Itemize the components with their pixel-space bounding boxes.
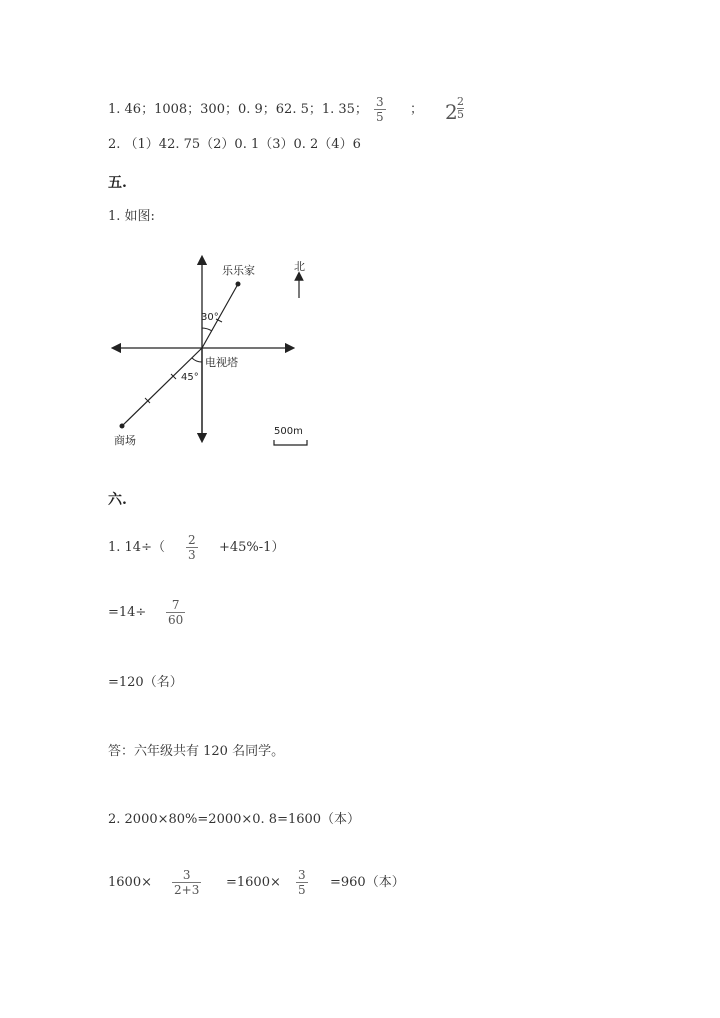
fraction-numerator: 3	[298, 868, 306, 882]
home-label: 乐乐家	[222, 264, 255, 277]
section-heading-5: 五.	[108, 175, 127, 191]
mixed-numerator: 2	[457, 95, 464, 108]
q2-fraction-1	[172, 868, 201, 897]
q1-prefix: 1. 14÷（	[108, 540, 165, 555]
fraction-denominator: 5	[376, 110, 384, 124]
q1-suffix: +45%-1）	[219, 540, 285, 555]
scale-bar	[274, 440, 307, 445]
fraction-numerator: 2	[188, 533, 196, 547]
fraction-denominator: 3	[188, 548, 196, 562]
q1-step2-prefix: =14÷	[108, 605, 147, 620]
answer-line-1: 1. 46；1008；300；0. 9；62. 5；1. 35；	[108, 102, 368, 117]
separator: ；	[410, 102, 424, 117]
fraction-numerator: 7	[171, 598, 180, 612]
home-point	[236, 282, 241, 287]
angle-arc-45	[192, 358, 202, 362]
q1-answer: 答：六年级共有 120 名同学。	[108, 744, 285, 759]
tower-label: 电视塔	[205, 356, 238, 369]
fraction-denominator: 2+3	[174, 883, 200, 897]
item-1-label: 1. 如图:	[108, 209, 155, 224]
fraction-numerator: 3	[182, 868, 191, 882]
mixed-denominator: 5	[457, 108, 464, 121]
q2-line1: 2. 2000×80%=2000×0. 8=1600（本）	[108, 812, 361, 827]
q2-fraction-2	[296, 868, 308, 897]
angle-arc-30	[202, 328, 212, 331]
q2-suffix: =960（本）	[330, 875, 405, 890]
section-heading-6: 六.	[108, 492, 127, 508]
mall-label: 商场	[114, 434, 136, 447]
q1-fraction	[186, 533, 198, 562]
q2-prefix: 1600×	[108, 875, 152, 890]
angle-label-30: 30°	[201, 312, 219, 323]
angle-label-45: 45°	[181, 372, 199, 383]
north-label: 北	[294, 260, 305, 273]
q1-step2-fraction	[166, 598, 185, 627]
q2-mid: =1600×	[226, 875, 281, 890]
scale-label: 500m	[274, 426, 303, 437]
answer-line-2: 2. （1）42. 75（2）0. 1（3）0. 2（4）6	[108, 137, 361, 152]
fraction-denominator: 5	[298, 883, 306, 897]
fraction-numerator: 3	[376, 95, 384, 109]
line-to-mall	[122, 348, 202, 426]
mall-point	[120, 424, 125, 429]
q1-step3: =120（名）	[108, 675, 183, 690]
mixed-whole: 2	[445, 100, 458, 124]
fraction-denominator: 60	[168, 613, 184, 627]
